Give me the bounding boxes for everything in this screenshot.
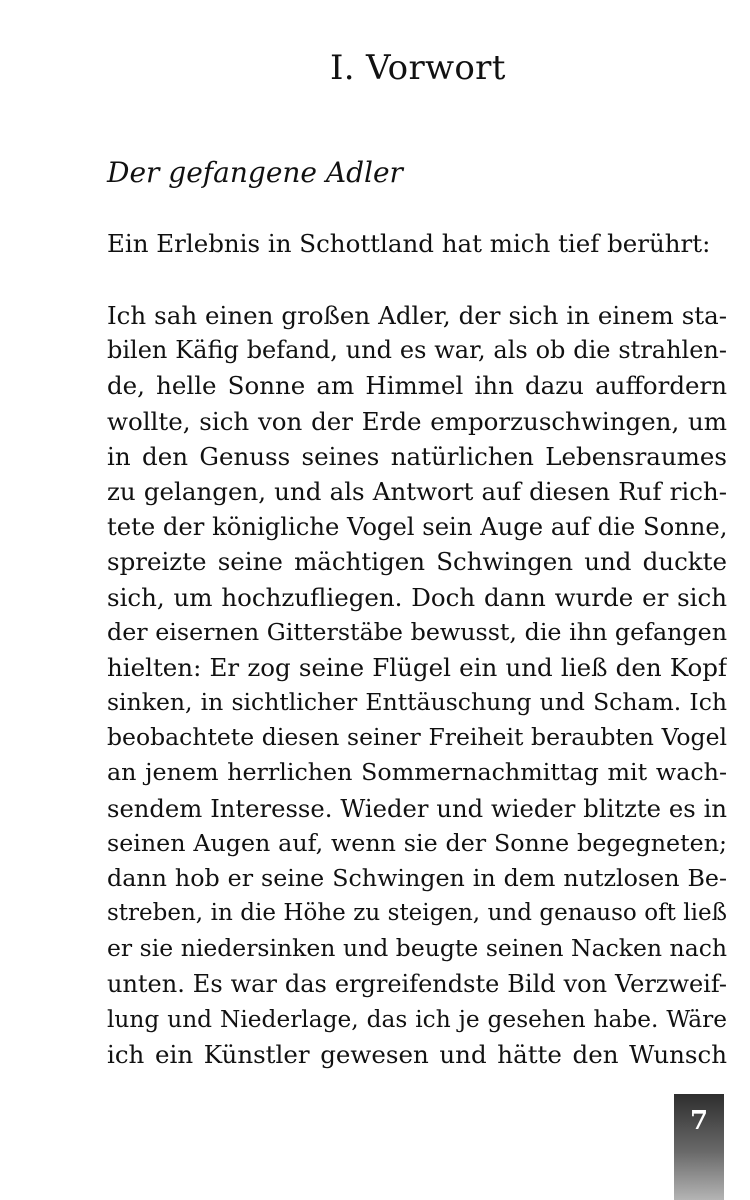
body-line: de, helle Sonne am Himmel ihn dazu auffordern [107,371,727,401]
body-line: beobachtete diesen seiner Freiheit beraubten Vogel [107,723,727,752]
body-line: in den Genuss seines natürlichen Lebensraumes [107,441,727,471]
page-number-tab [674,1094,724,1200]
body-paragraph [107,298,727,1072]
body-line: der eisernen Gitterstäbe bewusst, die ihn gefangen [107,617,727,646]
body-line: sich, um hochzufliegen. Doch dann wurde er sich [107,582,727,612]
body-line: sinken, in sichtlicher Enttäuschung und Scham. Ich [107,688,727,717]
body-line: er sie niedersinken und beugte seinen Nacken nach [107,934,727,963]
body-line: tete der königliche Vogel sein Auge auf die Sonne, [107,512,727,542]
page-number: 7 [689,1106,709,1136]
section-heading: Der gefangene Adler [107,156,403,189]
body-line: ich ein Künstler gewesen und hätte den Wunsch [107,1039,727,1069]
body-line: lung und Niederlage, das ich je gesehen habe. Wäre [107,1005,727,1033]
body-line: zu gelangen, und als Antwort auf diesen Ruf rich- [107,476,727,506]
body-line: an jenem herrlichen Sommernachmittag mit wach- [107,758,727,787]
body-line: spreizte seine mächtigen Schwingen und duckte [107,547,727,577]
body-line: wollte, sich von der Erde emporzuschwingen, um [107,406,727,436]
body-line: sendem Interesse. Wieder und wieder blitzte es in [107,793,727,823]
intro-paragraph: Ein Erlebnis in Schottland hat mich tief berührt: [107,229,711,258]
chapter-title: I. Vorwort [330,48,506,88]
body-line: streben, in die Höhe zu steigen, und genauso oft ließ [107,900,727,927]
body-line: unten. Es war das ergreifendste Bild von Verzweif- [107,969,727,998]
body-line: Ich sah einen großen Adler, der sich in einem sta- [107,301,727,330]
body-line: bilen Käfig befand, und es war, als ob die strahlen- [107,336,727,365]
body-line: hielten: Er zog seine Flügel ein und ließ den Kopf [107,652,727,682]
body-line: seinen Augen auf, wenn sie der Sonne begegneten; [107,828,727,857]
body-line: dann hob er seine Schwingen in dem nutzlosen Be- [107,864,727,892]
